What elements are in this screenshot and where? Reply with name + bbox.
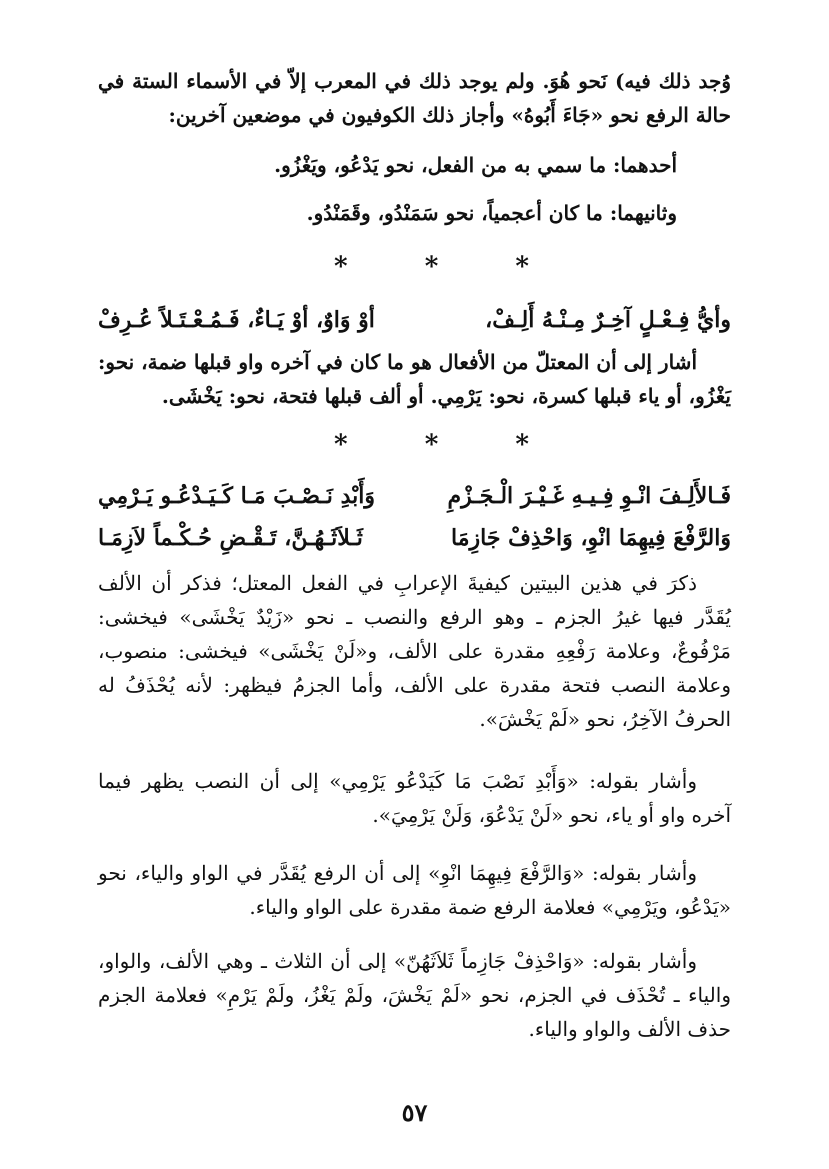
paragraph-second-case: وثانيهما: ما كان أعجمياً، نحو سَمَنْدُو، وقَمَنْدُو. (306, 201, 677, 225)
paragraph-explanation-3: وأشار بقوله: «وَأَبْدِ نَصْبَ مَا كَيَدْعُو يَرْمِي» إلى أن النصب يظهر فيما آخره واو أو ياء، نحو «لَنْ يَدْعُوَ، وَلَنْ يَرْمِيَ». (98, 769, 731, 827)
verse-2-first-hemistich: فَـالأَلِـفَ انْـوِ فِـيـهِ غَـيْـرَ الْـجَـزْمِ (447, 483, 731, 509)
verse-2-second-hemistich: وَأَبْدِ نَـصْـبَ مَـا كَـيَـدْعُـو يَـرْمِي (98, 483, 375, 509)
verse-3-second-hemistich: ثَـلاَثَـهُـنَّ، تَـقْـضِ حُـكْـماً لاَزِمَـا (98, 525, 363, 551)
verse-line-1 (98, 302, 731, 338)
section-separator-2: * * * (334, 430, 563, 460)
paragraph-explanation-2: ذكرَ في هذين البيتين كيفيةَ الإعرابِ في الفعل المعتل؛ فذكر أن الألف يُقَدَّر فيها غيرُ الجزم ـ وهو الرفع والنصب ـ نحو «زَيْدٌ يَخْشَى» فيخشى: مَرْفُوعٌ، وعلامة رَفْعِهِ مقدرة على الألف، و«لَنْ يَخْشَى» فيخشى: منصوب، وعلامة النصب فتحة مقدرة على الألف، وأما الجزمُ فيظهر: لأنه يُحْذَفُ له الحرفُ الآخِرُ، نحو «لَمْ يَخْشَ». (98, 571, 731, 731)
verse-1-first-hemistich: وأيُّ فِـعْـلٍ آخِـرٌ مِـنْـهُ أَلِـفْ، (485, 307, 731, 333)
paragraph-first-case: أحدهما: ما سمي به من الفعل، نحو يَدْعُو، ويَغْزُو. (274, 153, 677, 177)
paragraph-explanation-5: وأشار بقوله: «وَاحْذِفْ جَازِماً ثَلاَثَهُنّ» إلى أن الثلاث ـ وهي الألف، والواو، والياء ـ تُحْذَف في الجزم، نحو «لَمْ يَخْشَ، ولَمْ يَغْزُ، ولَمْ يَرْمِ» فعلامة الجزم حذف الألف والواو والياء. (98, 949, 731, 1041)
verse-3-first-hemistich: وَالرَّفْعَ فِيهِمَا انْوِ، وَاحْذِفْ جَازِمَا (451, 525, 731, 551)
verse-line-2 (98, 478, 731, 514)
paragraph-explanation-1: أشار إلى أن المعتلّ من الأفعال هو ما كان في آخره واو قبلها ضمة، نحو: يَغْزُو، أو ياء قبلها كسرة، نحو: يَرْمِي. أو ألف قبلها فتحة، نحو: يَخْشَى. (98, 350, 731, 408)
verse-1-second-hemistich: أوْ وَاوٌ، أوْ يَـاءٌ، فَـمُـعْـتَـلاً عُـرِفْ (98, 307, 375, 333)
paragraph-explanation-4: وأشار بقوله: «وَالرَّفْعَ فِيهِمَا انْوِ» إلى أن الرفع يُقَدَّر في الواو والياء، نحو «يَدْعُو، ويَرْمِي» فعلامة الرفع ضمة مقدرة على الواو والياء. (98, 861, 731, 919)
section-separator-1: * * * (334, 252, 563, 282)
verse-line-3 (98, 520, 731, 556)
paragraph-intro: وُجد ذلك فيه) نَحو هُوَ. ولم يوجد ذلك في المعرب إلاّ في الأسماء الستة في حالة الرفع نحو «جَاءَ أَبُوهُ» وأجاز ذلك الكوفيون في موضعين آخرين: (98, 69, 731, 127)
page-number: ٥٧ (401, 1098, 428, 1127)
